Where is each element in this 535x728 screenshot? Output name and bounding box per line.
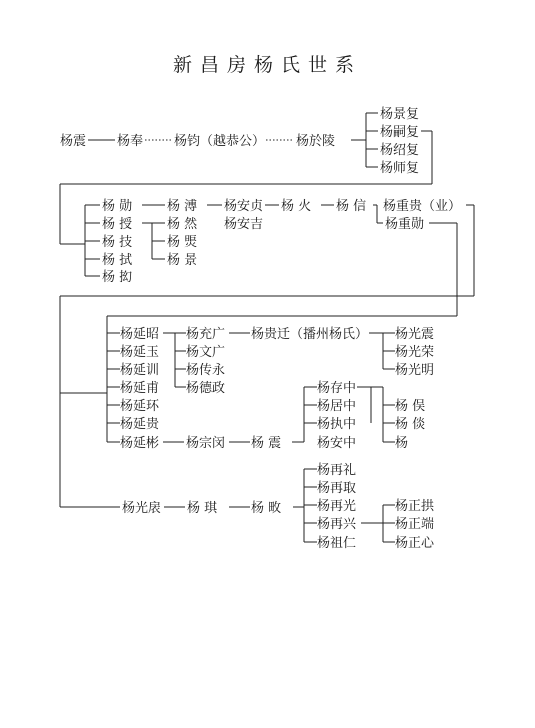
- person-fu: 杨 溥: [167, 199, 198, 214]
- person-guangming: 杨光明: [395, 363, 435, 378]
- person-ji: 杨 技: [102, 235, 133, 250]
- person-shaofu: 杨绍复: [380, 143, 420, 158]
- person-zaiqu: 杨再取: [317, 481, 357, 496]
- person-dezheng: 杨德政: [186, 381, 226, 396]
- person-chuanyong: 杨传永: [186, 363, 226, 378]
- person-zaixing: 杨再兴: [317, 517, 357, 532]
- person-yanbin: 杨延彬: [120, 436, 160, 451]
- person-yanhuan: 杨延环: [120, 399, 160, 414]
- person-jun: 杨钧（越恭公）: [174, 134, 266, 149]
- person-zaili: 杨再礼: [317, 463, 357, 478]
- person-guiqian: 杨贵迁（播州杨氏）: [251, 327, 369, 342]
- person-sifu: 杨嗣复: [380, 125, 420, 140]
- person-anji: 杨安吉: [224, 217, 264, 232]
- person-shen: 杨 俣: [395, 399, 426, 414]
- person-zhenggong: 杨正拱: [395, 499, 435, 514]
- person-feng: 杨奉: [117, 134, 144, 149]
- person-guangchen: 杨光扆: [122, 501, 162, 516]
- page-title: 新昌房杨氏世系: [172, 54, 362, 76]
- person-yanfu: 杨延甫: [120, 381, 160, 396]
- person-zhengxin: 杨正心: [395, 536, 435, 551]
- person-jing: 杨 景: [167, 253, 198, 268]
- person-shifu: 杨师复: [380, 161, 420, 176]
- person-shou: 杨 授: [102, 217, 133, 232]
- person-wenguang: 杨文广: [186, 345, 226, 360]
- person-zhen2: 杨 震: [251, 436, 282, 451]
- person-zhongxun: 杨重勋: [385, 217, 425, 232]
- person-anzhong: 杨安中: [317, 436, 357, 451]
- person-yangui: 杨延贵: [120, 417, 160, 432]
- person-shi: 杨 拭: [102, 253, 133, 268]
- person-cunzhong: 杨存中: [317, 381, 357, 396]
- person-jingfu: 杨景复: [380, 107, 420, 122]
- person-zaiguang: 杨再光: [317, 499, 357, 514]
- person-xun: 杨 勋: [102, 199, 133, 214]
- person-yanxun: 杨延训: [120, 363, 160, 378]
- person-ran: 杨 然: [167, 217, 198, 232]
- person-zhizhong: 杨执中: [317, 417, 357, 432]
- person-juzhong: 杨居中: [317, 399, 357, 414]
- person-yanzhao: 杨延昭: [120, 327, 160, 342]
- person-zuren: 杨祖仁: [317, 536, 357, 551]
- person-jiong: 杨 煚: [167, 235, 198, 250]
- person-chongguang: 杨充广: [186, 327, 226, 342]
- person-qi: 杨 琪: [187, 501, 218, 516]
- person-zhengduan: 杨正端: [395, 517, 435, 532]
- person-guangrong: 杨光荣: [395, 345, 435, 360]
- person-guangzhen: 杨光震: [395, 327, 435, 342]
- person-huo: 杨 火: [281, 199, 312, 214]
- person-yanyu: 杨延玉: [120, 345, 160, 360]
- person-xin: 杨 信: [336, 199, 367, 214]
- person-zhonggui: 杨重贵（业）: [383, 199, 462, 214]
- person-tan: 杨 倓: [395, 417, 426, 432]
- person-zongmin: 杨宗闵: [186, 436, 226, 451]
- person-yang: 杨: [395, 436, 409, 451]
- person-jiu: 杨 抝: [102, 270, 133, 285]
- person-mu: 杨 畋: [251, 501, 282, 516]
- person-anzhen: 杨安贞: [224, 199, 264, 214]
- person-yuling: 杨於陵: [296, 134, 336, 149]
- person-zhen: 杨震: [60, 134, 87, 149]
